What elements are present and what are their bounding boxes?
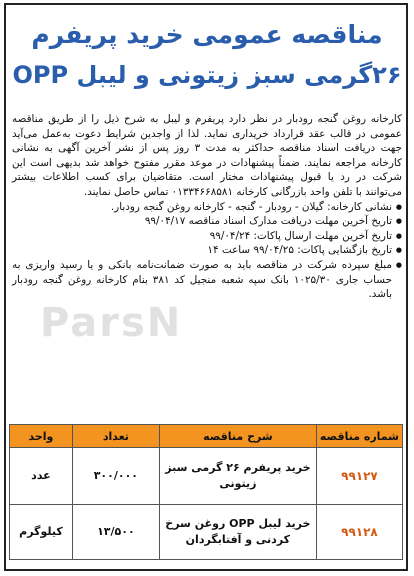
- deposit-item: ● مبلغ سپرده شرکت در مناقصه باید به صورت ضمانت‌نامه بانکی و یا رسید واریزی به حساب جاری ۱۰۲۵/۳۰ بانک سپه شعبه منجیل کد ۳۸۱ بنام کارخانه روغن گنجه رودبار باشد.: [12, 258, 402, 302]
- row-quantity: ۳۰۰/۰۰۰: [72, 448, 159, 505]
- document-deadline-item: ● تاریخ آخرین مهلت دریافت مدارک اسناد مناقصه ۹۹/۰۴/۱۷: [12, 214, 402, 229]
- row-number: ۹۹۱۲۸: [316, 505, 402, 560]
- opening-date-item: ● تاریخ بازگشایی پاکات: ۹۹/۰۴/۲۵ ساعت ۱۴: [12, 243, 402, 258]
- header-unit: واحد: [10, 425, 73, 448]
- intro-paragraph: کارخانه روغن گنجه رودبار در نظر دارد پریفرم و لیبل به شرح ذیل را از طریق مناقصه عمومی در قالب عقد قرارداد خریداری نماید. لذا از واجدین شرایط دعوت به‌عمل می‌آید جهت دریافت اسناد مناقصه حداکثر به مدت ۳ روز پس از نشر آخرین آگهی به نشانی کارخانه مراجعه نمایند. ضمناً پیشنهادات در موعد مقرر مفتوح خواهد شد بدیهی است این شرکت در رد یا قبول پیشنهادات مختار است. متقاضیان برای کسب اطلاعات بیشتر می‌توانند با تلفن واحد بازرگانی کارخانه ۰۱۳۳۴۶۶۸۵۸۱ تماس حاصل نمایند.: [12, 113, 402, 198]
- table-row: [10, 505, 403, 560]
- tender-table: [9, 424, 403, 560]
- notice-body: [12, 112, 402, 302]
- row-number: ۹۹۱۲۷: [316, 448, 402, 505]
- row-unit: کیلوگرم: [10, 505, 73, 560]
- row-unit: عدد: [10, 448, 73, 505]
- row-quantity: ۱۳/۵۰۰: [72, 505, 159, 560]
- address-item: ● نشانی کارخانه: گیلان - رودبار - گنجه - کارخانه روغن گنجه رودبار.: [12, 200, 402, 215]
- notice-title-line2: ۲۶گرمی سبز زیتونی و لیبل OPP: [12, 61, 402, 89]
- watermark: ParsN: [40, 300, 183, 346]
- submission-deadline-item: ● تاریخ آخرین مهلت ارسال پاکات: ۹۹/۰۴/۲۴: [12, 229, 402, 244]
- table-header-row: [10, 425, 403, 448]
- notice-title-line1: مناقصه عمومی خرید پریفرم: [31, 20, 383, 49]
- detail-list: [12, 200, 402, 302]
- row-description: خرید پریفرم ۲۶ گرمی سبز زیتونی: [159, 448, 316, 505]
- header-number: شماره مناقصه: [316, 425, 402, 448]
- header-quantity: تعداد: [72, 425, 159, 448]
- header-description: شرح مناقصه: [159, 425, 316, 448]
- row-description: خرید لیبل OPP روغن سرخ کردنی و آفتابگردان: [159, 505, 316, 560]
- table-row: [10, 448, 403, 505]
